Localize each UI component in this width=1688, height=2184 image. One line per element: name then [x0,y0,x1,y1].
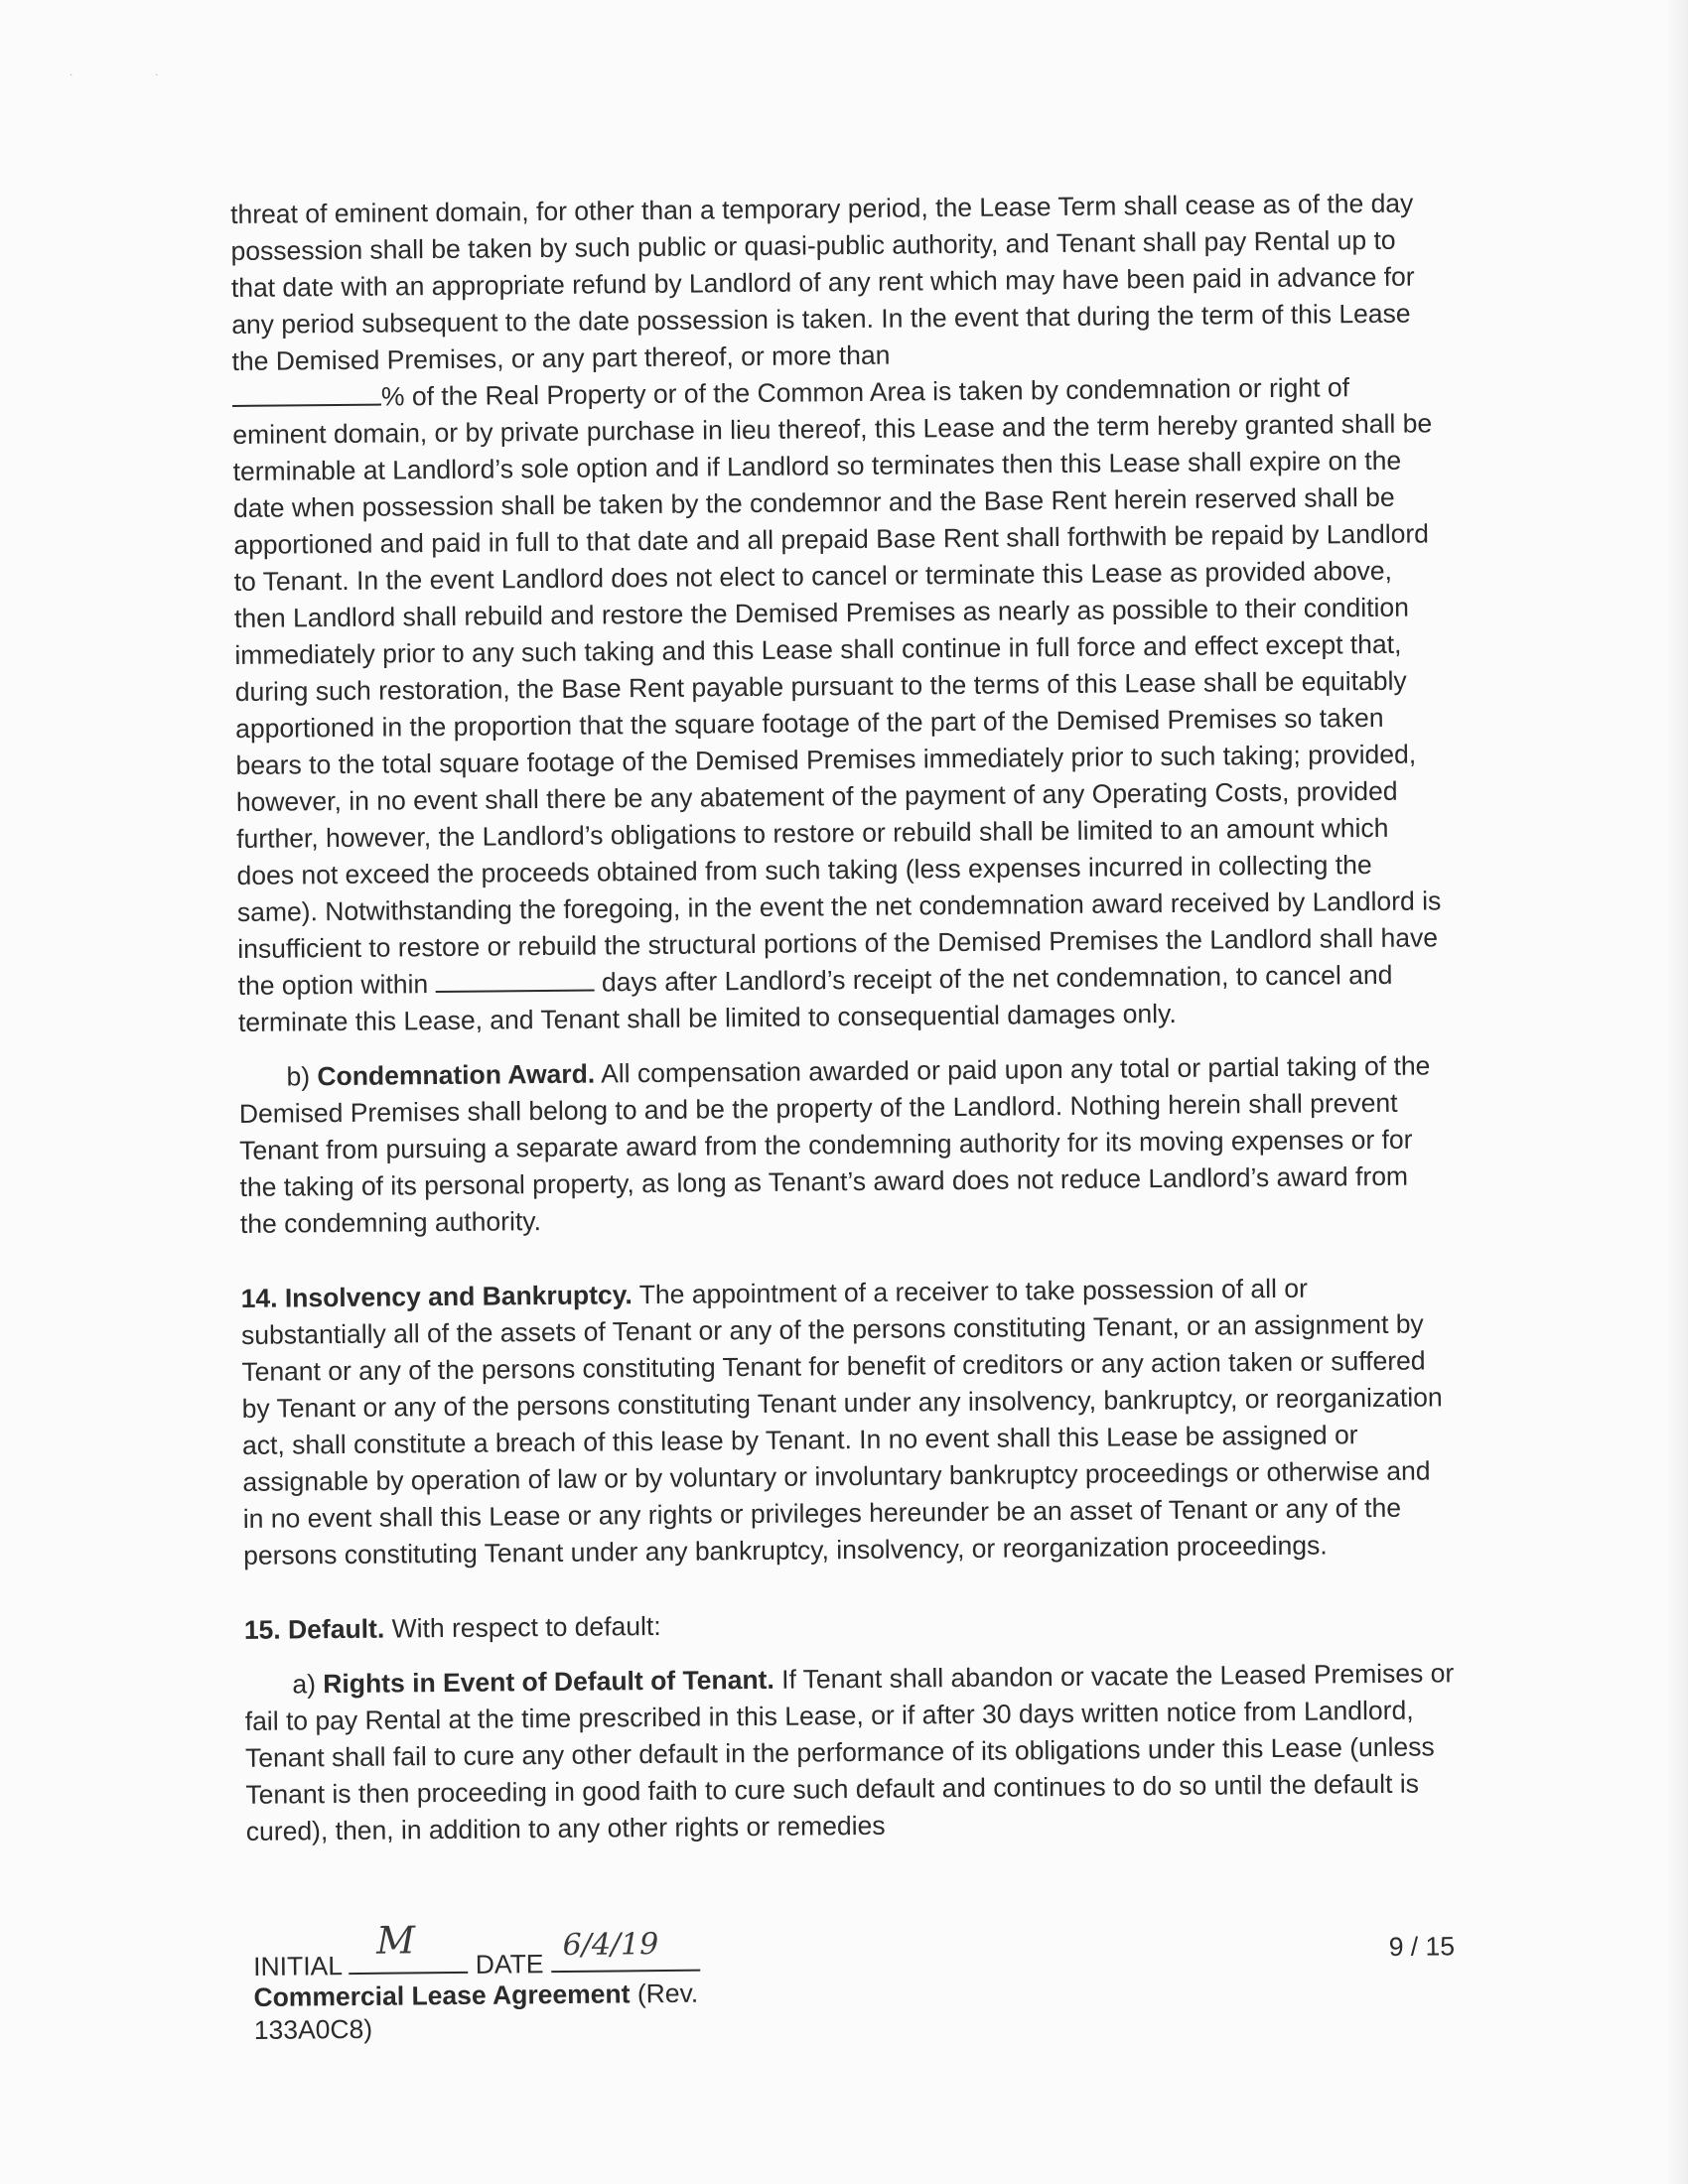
document-title: Commercial Lease Agreement [253,1979,631,2012]
document-reference [253,1977,751,2047]
insolvency-section [240,1269,1455,1574]
initial-field [349,1918,468,1975]
subsection-a-text: If Tenant shall abandon or vacate the Leased Premises or fail to pay Rental at the time prescribed in this Lease, or if after 30 days written notice from Landlord, Tenant shall fail to cure any other default in the performance of its obligations under this Lease (unless Tenant is then proceeding in good faith to cure such default and continues to do so until the default is cured), then, in addition to any other rights or remedies [244,1658,1455,1846]
section-14-text: The appointment of a receiver to take possession of all or substantially all of the assets of Tenant or any of the persons constituting Tenant, or an assignment by Tenant or any of the persons constituting Tenant for benefit of creditors or any action taken or suffered by Tenant or any of the persons constituting Tenant under any insolvency, bankruptcy, or reorganization act, shall constitute a breach of this lease by Tenant. In no event shall this Lease be assigned or assignable by operation of law or by voluntary or involuntary bankruptcy proceedings or otherwise and in no event shall this Lease or any rights or privileges hereunder be an asset of Tenant or any of the persons constituting Tenant under any bankruptcy, insolvency, or reorganization proceedings. [240,1273,1443,1570]
document-revision: (Rev. 133A0C8) [253,1978,699,2045]
percent-blank [232,380,381,407]
subsection-a-heading: Rights in Event of Default of Tenant. [323,1664,774,1700]
paragraph-text-3: days after Landlord’s receipt of the net condemnation, to cancel and terminate this Lease, and Tenant shall be limited to consequential damages only. [237,959,1393,1037]
initial-handwriting: M [375,1918,416,1963]
tenant-default-paragraph [244,1655,1458,1850]
subsection-b-heading: Condemnation Award. [317,1058,596,1092]
default-section [244,1600,1456,1649]
subsection-b-text: All compensation awarded or paid upon any total or partial taking of the Demised Premises shall belong to and be the property of the Landlord. Nothing herein shall prevent Tenant from pursuing a separate award from the condemning authority for its moving expenses or for the taking of its personal property, as long as Tenant’s award does not reduce Landlord’s award from the condemning authority. [238,1050,1431,1239]
subsection-b-prefix: b) [286,1061,311,1092]
date-field [551,1927,700,1973]
date-handwriting: 6/4/19 [562,1927,659,1964]
date-label: DATE [475,1949,544,1979]
condemnation-paragraph [230,185,1450,1041]
section-14-heading: 14. Insolvency and Bankruptcy. [240,1280,633,1313]
condemnation-award-paragraph [238,1047,1452,1243]
paragraph-text-1: threat of eminent domain, for other than a temporary period, the Lease Term shall cease as of the day possession shall be taken by such public or quasi-public authority, and Tenant shall pay Rental up to that date with an appropriate refund by Landlord of any rent which may have been paid in advance for any period subsequent to the date possession is taken. In the event that during the term of this Lease the Demised Premises, or any part thereof, or more than [230,188,1415,376]
section-15-text: With respect to default: [391,1610,661,1644]
page-footer [253,1918,1456,2047]
initial-date-line [253,1918,1456,1981]
lease-body [230,185,1458,1850]
scan-edge-shadow [1666,0,1688,2184]
subsection-a-prefix: a) [292,1669,317,1700]
initial-label: INITIAL [253,1951,343,1981]
section-15-heading: 15. Default. [243,1613,385,1645]
page-number: 9 / 15 [1388,1931,1456,1963]
paragraph-text-2: % of the Real Property or of the Common Area is taken by condemnation or right of eminent domain, or by private purchase in lieu thereof, this Lease and the term hereby granted shall be terminable at Landlord’s sole option and if Landlord so terminates then this Lease shall expire on the date when possession shall be taken by the condemnor and the Base Rent herein reserved shall be apportioned and paid in full to that date and all prepaid Base Rent shall forthwith be repaid by Landlord to Tenant. In the event Landlord does not elect to cancel or terminate this Lease as provided above, then Landlord shall rebuild and restore the Demised Premises as nearly as possible to their condition immediately prior to any such taking and this Lease shall continue in full force and effect except that, during such restoration, the Base Rent payable pursuant to the terms of this Lease shall be equitably apportioned in the proportion that the square footage of the part of the Demised Premises so taken bears to the total square footage of the Demised Premises immediately prior to such taking; provided, however, in no event shall there be any abatement of the payment of any Operating Costs, provided further, however, the Landlord’s obligations to restore or rebuild shall be limited to an amount which does not exceed the proceeds obtained from such taking (less expenses incurred in collecting the same). Notwithstanding the foregoing, in the event the net condemnation award received by Landlord is insufficient to restore or rebuild the structural portions of the Demised Premises the Landlord shall have the option within [232,372,1442,1001]
days-blank [435,966,594,994]
scan-specks: · · [70,69,199,80]
